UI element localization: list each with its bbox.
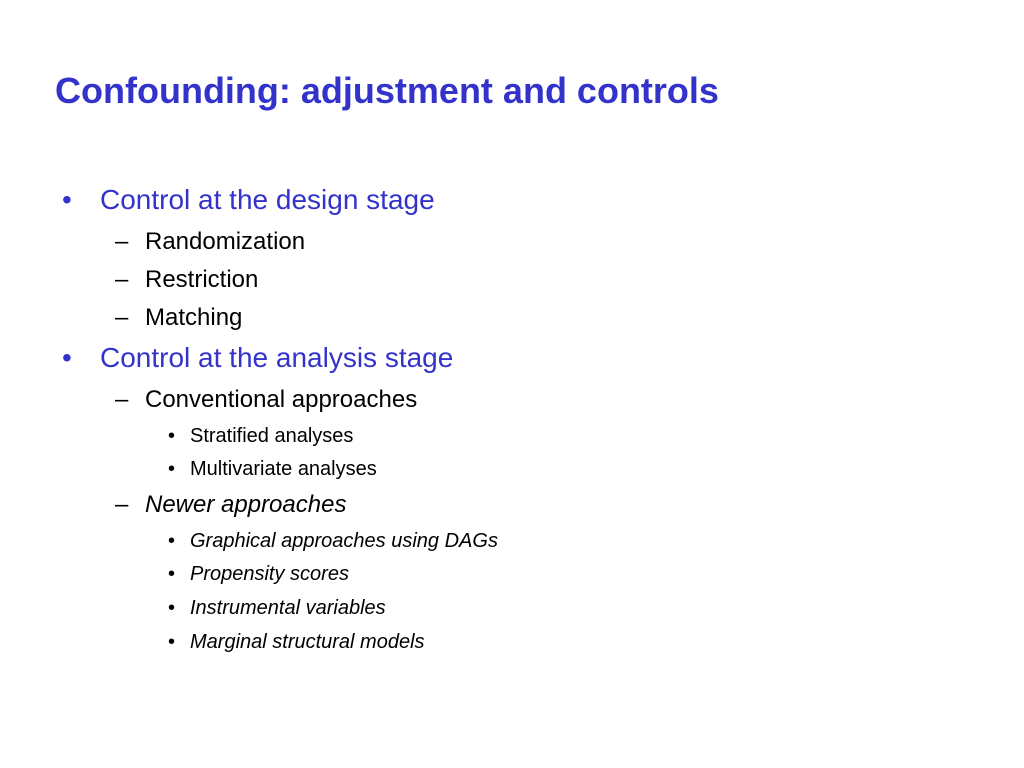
bullet-text: Control at the design stage (100, 184, 435, 215)
sub-sub-item-text: Stratified analyses (190, 425, 354, 447)
dash-marker: – (115, 386, 129, 413)
sub-item-text: Newer approaches (145, 491, 347, 518)
bullet-marker: • (168, 425, 176, 447)
dash-marker: – (115, 304, 129, 331)
sub-sub-item-text: Multivariate analyses (190, 458, 377, 480)
sub-sub-item-text: Marginal structural models (190, 631, 425, 653)
bullet-marker: • (168, 597, 176, 619)
sub-sub-item-text: Graphical approaches using DAGs (190, 530, 498, 552)
slide-title: Confounding: adjustment and controls (55, 70, 719, 111)
bullet-marker: • (168, 458, 176, 480)
bullet-marker: • (168, 563, 176, 585)
sub-item-text: Conventional approaches (145, 386, 418, 413)
bullet-marker: • (168, 631, 176, 653)
bullet-marker: • (62, 342, 72, 373)
dash-marker: – (115, 491, 129, 518)
bullet-marker: • (168, 530, 176, 552)
sub-sub-item-text: Instrumental variables (190, 597, 386, 619)
dash-marker: – (115, 266, 129, 293)
sub-sub-item-text: Propensity scores (190, 563, 349, 585)
dash-marker: – (115, 228, 129, 255)
bullet-marker: • (62, 184, 72, 215)
sub-item-text: Restriction (145, 266, 259, 293)
sub-item-text: Randomization (145, 228, 306, 255)
bullet-text: Control at the analysis stage (100, 342, 454, 373)
sub-item-text: Matching (145, 304, 243, 331)
